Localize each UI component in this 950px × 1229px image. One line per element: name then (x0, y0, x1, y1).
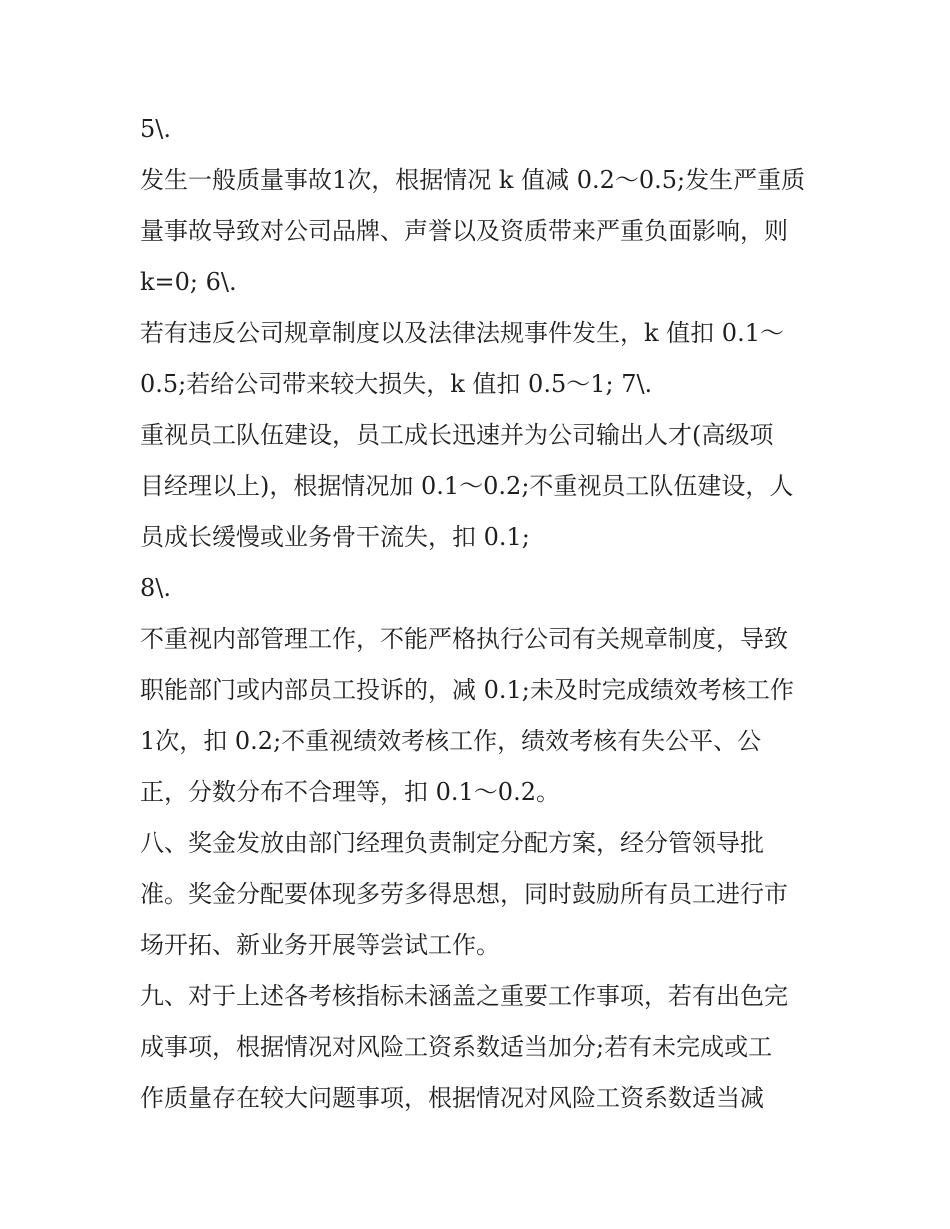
text-line: 职能部门或内部员工投诉的，减 0.1;未及时完成绩效考核工作 (140, 676, 794, 704)
paragraph-internal-management (140, 614, 830, 818)
text-line: 量事故导致对公司品牌、声誉以及资质带来严重负面影响，则 (140, 217, 788, 245)
paragraph-team-building (140, 410, 830, 563)
text-line: 若有违反公司规章制度以及法律法规事件发生，k 值扣 0.1～ (140, 319, 784, 347)
text-line: 重视员工队伍建设，员工成长迅速并为公司输出人才(高级项 (140, 421, 774, 449)
text-line: 员成长缓慢或业务骨干流失，扣 0.1; (140, 523, 530, 551)
text-line: 场开拓、新业务开展等尝试工作。 (140, 931, 500, 959)
paragraph-item-5-header (140, 104, 830, 155)
paragraph-regulation-violation (140, 308, 830, 410)
text-line: 准。奖金分配要体现多劳多得思想，同时鼓励所有员工进行市 (140, 880, 788, 908)
paragraph-section-9-other-items (140, 971, 830, 1124)
text-line: k=0; 6\. (140, 268, 237, 296)
text-line: 目经理以上)，根据情况加 0.1～0.2;不重视员工队伍建设，人 (140, 472, 794, 500)
paragraph-section-8-bonus (140, 818, 830, 971)
paragraph-quality-accident (140, 155, 830, 308)
text-line: 正，分数分布不合理等，扣 0.1～0.2。 (140, 778, 560, 806)
text-line: 发生一般质量事故1次，根据情况 k 值减 0.2～0.5;发生严重质 (140, 166, 806, 194)
text-line: 作质量存在较大问题事项，根据情况对风险工资系数适当减 (140, 1084, 764, 1112)
text-line: 1次，扣 0.2;不重视绩效考核工作，绩效考核有失公平、公 (140, 727, 762, 755)
document-body (140, 104, 830, 1124)
text-line: 八、奖金发放由部门经理负责制定分配方案，经分管领导批 (140, 829, 764, 857)
text-line: 0.5;若给公司带来较大损失，k 值扣 0.5～1; 7\. (140, 370, 653, 398)
text-line: 九、对于上述各考核指标未涵盖之重要工作事项，若有出色完 (140, 982, 788, 1010)
text-line: 不重视内部管理工作，不能严格执行公司有关规章制度，导致 (140, 625, 788, 653)
text-line: 8\. (140, 574, 171, 602)
text-line: 成事项，根据情况对风险工资系数适当加分;若有未完成或工 (140, 1033, 773, 1061)
paragraph-item-8-header (140, 563, 830, 614)
text-line: 5\. (140, 115, 171, 143)
